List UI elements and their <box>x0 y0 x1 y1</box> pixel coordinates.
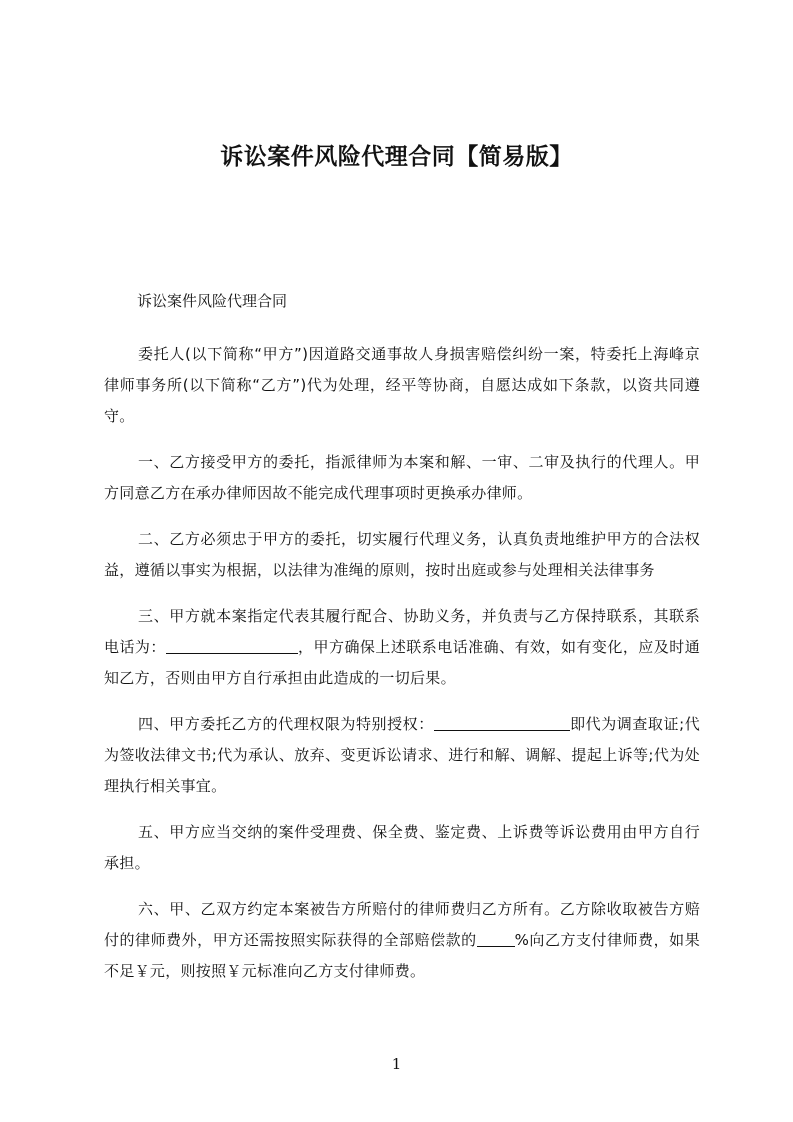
intro-text: 委托人(以下简称“甲方”)因道路交通事故人身损害赔偿纠纷一案，特委托上海峰京律师事务所(以下简称“乙方”)代为处理，经平等协商，自愿达成如下条款，以资共同遵守。 <box>104 345 700 425</box>
percentage-blank[interactable] <box>477 931 515 947</box>
clause-2-paragraph <box>104 524 700 586</box>
clause-1-text: 一、乙方接受甲方的委托，指派律师为本案和解、一审、二审及执行的代理人。甲方同意乙方在承办律师因故不能完成代理事项时更换承办律师。 <box>104 453 700 502</box>
phone-number-blank[interactable] <box>166 638 298 654</box>
document-title: 诉讼案件风险代理合同【简易版】 <box>220 144 573 170</box>
clause-4-text-end: 即代为调查取证;代为签收法律文书;代为承认、放弃、变更诉讼请求、进行和解、调解、提起上诉等;代为处理执行相关事宜。 <box>104 715 700 795</box>
authorization-blank[interactable] <box>434 715 570 731</box>
clause-6-text-start: 六、甲、乙双方约定本案被告方所赔付的律师费归乙方所有。乙方除收取被告方赔付的律师费外，甲方还需按照实际获得的全部赔偿款的 <box>104 900 700 949</box>
clause-6-paragraph <box>104 894 700 987</box>
clause-5-text: 五、甲方应当交纳的案件受理费、保全费、鉴定费、上诉费等诉讼费用由甲方自行承担。 <box>104 823 700 872</box>
clause-6-text-end: %向乙方支付律师费，如果不足￥元，则按照￥元标准向乙方支付律师费。 <box>104 931 701 980</box>
clause-4-text-start: 四、甲方委托乙方的代理权限为特别授权： <box>138 715 434 733</box>
clause-3-text-start: 三、甲方就本案指定代表其履行配合、协助义务，并负责与乙方保持联系，其联系电话为： <box>104 607 700 656</box>
clause-3-paragraph <box>104 601 700 694</box>
document-subtitle: 诉讼案件风险代理合同 <box>137 292 288 310</box>
page-number: 1 <box>391 1055 402 1073</box>
clause-5-paragraph <box>104 817 700 879</box>
clause-1-paragraph <box>104 447 700 509</box>
clause-3-text-end: ，甲方确保上述联系电话准确、有效，如有变化，应及时通知乙方，否则由甲方自行承担由此造成的一切后果。 <box>104 638 700 687</box>
intro-paragraph <box>104 339 700 432</box>
clause-4-paragraph <box>104 709 700 802</box>
clause-2-text: 二、乙方必须忠于甲方的委托，切实履行代理义务，认真负责地维护甲方的合法权益，遵循以事实为根据，以法律为准绳的原则，按时出庭或参与处理相关法律事务 <box>104 530 700 579</box>
